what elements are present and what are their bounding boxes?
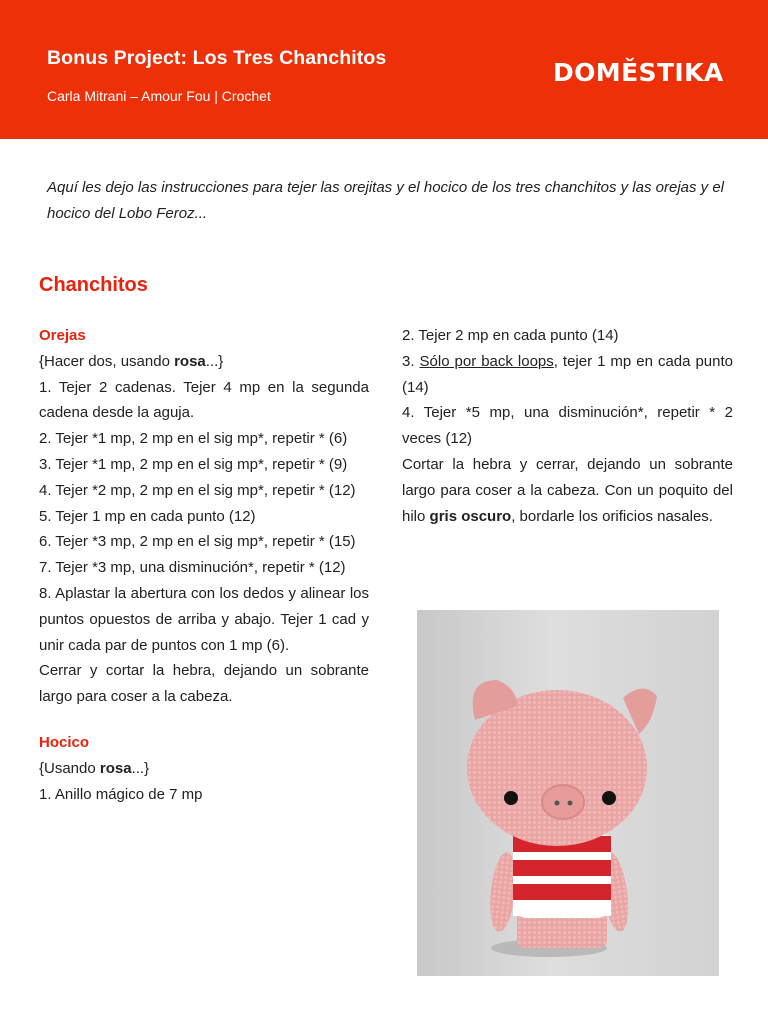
hocico-step: 1. Anillo mágico de 7 mp xyxy=(39,785,203,803)
amigurumi-pig-photo xyxy=(417,610,719,976)
left-eye xyxy=(504,791,518,805)
orejas-finish: Cerrar y cortar la hebra, dejando un sobrante largo para coser a la cabeza. xyxy=(39,662,369,706)
hocico-step: 4. Tejer *5 mp, una disminución*, repetir * 2 veces (12) xyxy=(402,404,733,448)
hocico-step: 2. Tejer 2 mp en cada punto (14) xyxy=(402,327,619,344)
orejas-step: 1. Tejer 2 cadenas. Tejer 4 mp en la segunda cadena desde la aguja. xyxy=(39,378,369,422)
right-nostril xyxy=(568,801,573,806)
orejas-heading: Orejas xyxy=(39,327,86,344)
left-column xyxy=(39,323,369,807)
intro-text: Aquí les dejo las instrucciones para tejer las orejitas y el hocico de los tres chanchitos y las orejas y el hocico del Lobo Feroz... xyxy=(47,179,724,222)
orejas-step: 5. Tejer 1 mp en cada punto (12) xyxy=(39,507,256,525)
hocico-note: {Usando rosa...} xyxy=(39,759,150,777)
document-subtitle: Carla Mitrani – Amour Fou | Crochet xyxy=(47,88,271,104)
right-eye xyxy=(602,791,616,805)
hocico-finish: Cortar la hebra y cerrar, dejando un sobrante largo para coser a la cabeza. Con un poquito del hilo gris oscuro, bordarle los orificios nasales. xyxy=(402,455,733,525)
orejas-note: {Hacer dos, usando rosa...} xyxy=(39,352,224,370)
orejas-step: 6. Tejer *3 mp, 2 mp en el sig mp*, repetir * (15) xyxy=(39,533,356,551)
orejas-step: 4. Tejer *2 mp, 2 mp en el sig mp*, repetir * (12) xyxy=(39,481,356,499)
section-title: Chanchitos xyxy=(39,274,148,296)
orejas-step: 7. Tejer *3 mp, una disminución*, repetir * (12) xyxy=(39,559,346,577)
hocico-step: 3. Sólo por back loops, tejer 1 mp en cada punto (14) xyxy=(402,352,733,396)
left-nostril xyxy=(555,801,560,806)
orejas-step: 2. Tejer *1 mp, 2 mp en el sig mp*, repetir * (6) xyxy=(39,430,348,448)
orejas-step: 8. Aplastar la abertura con los dedos y alinear los puntos opuestos de arriba y abajo. Tejer 1 cad y unir cada par de puntos con 1 mp (6). xyxy=(39,584,369,654)
header-banner xyxy=(0,0,768,139)
document-title: Bonus Project: Los Tres Chanchitos xyxy=(47,47,387,69)
pig-snout xyxy=(542,785,584,819)
orejas-step: 3. Tejer *1 mp, 2 mp en el sig mp*, repetir * (9) xyxy=(39,455,348,473)
pig-illustration xyxy=(417,610,719,976)
right-column xyxy=(402,323,733,529)
domestika-logo: DOMĚSTIKA xyxy=(553,58,724,87)
hocico-heading: Hocico xyxy=(39,733,90,751)
